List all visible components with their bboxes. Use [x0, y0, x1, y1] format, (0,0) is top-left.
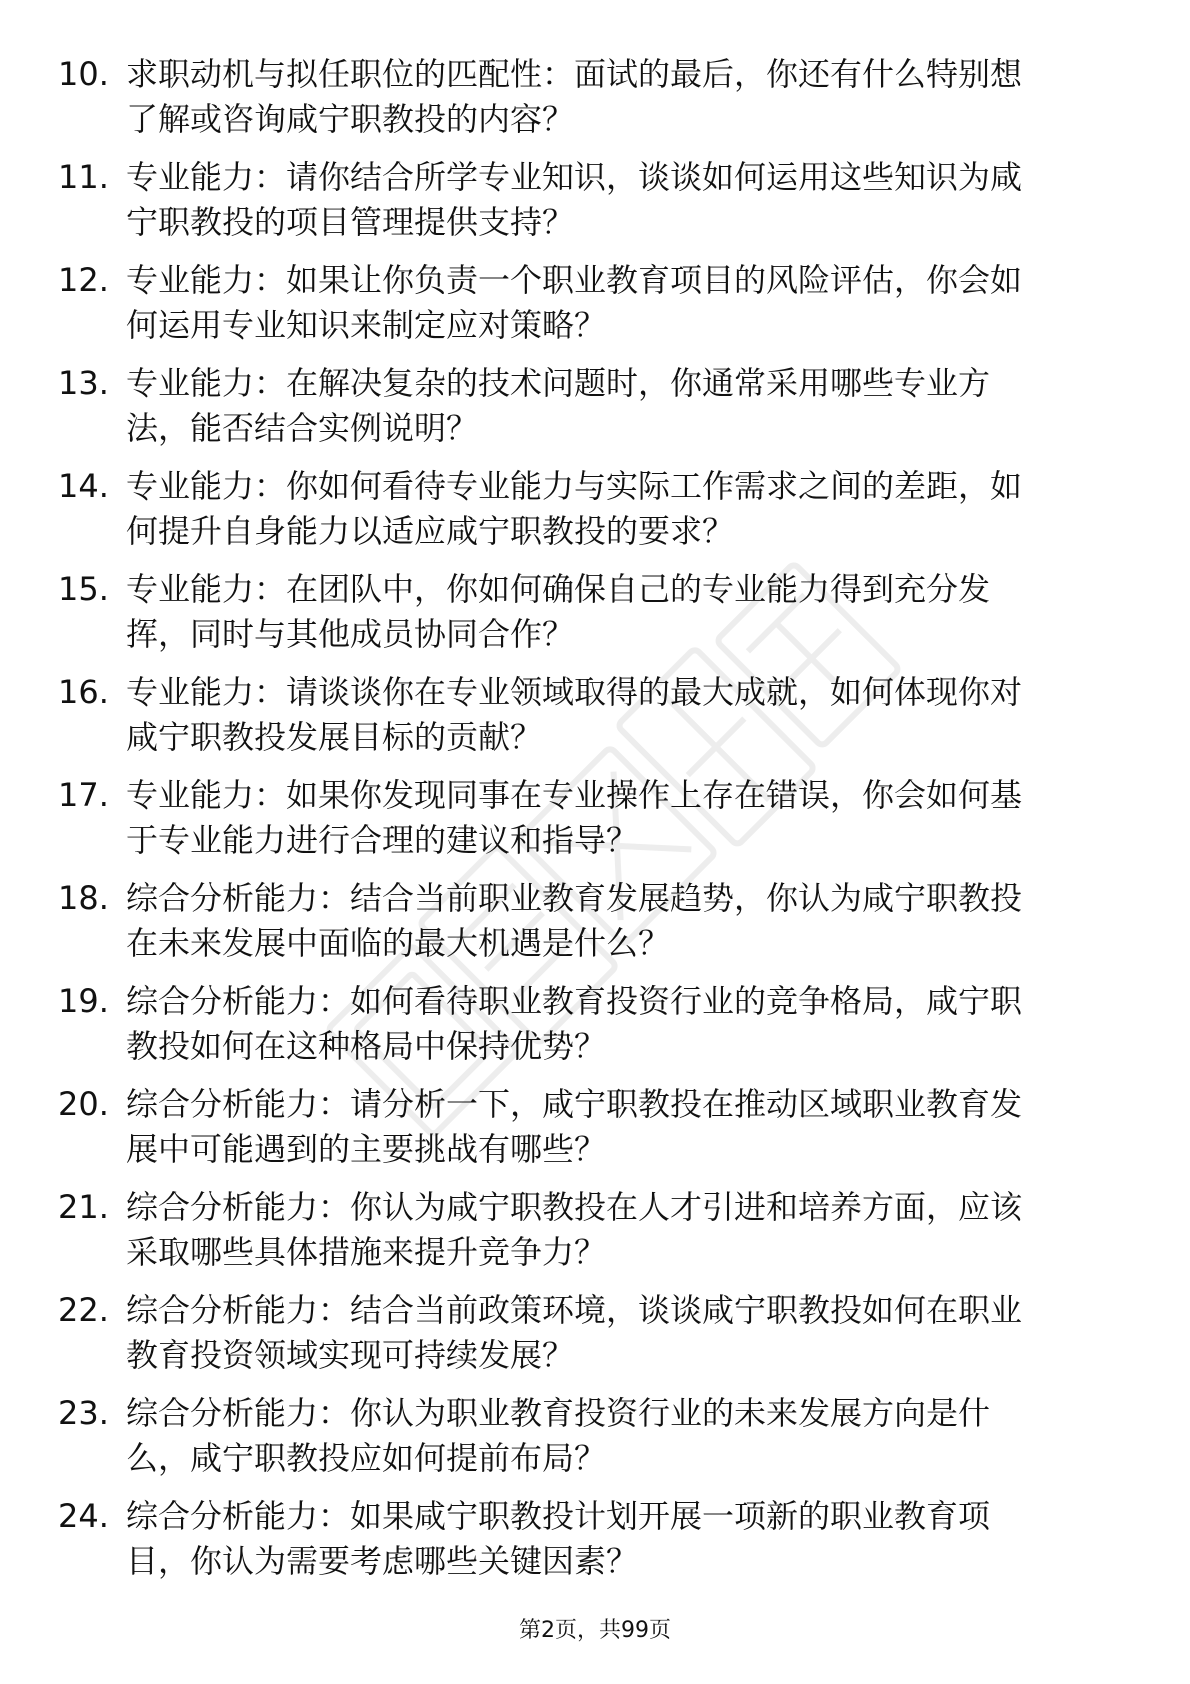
question-item	[0, 155, 1190, 258]
question-line: 么，咸宁职教投应如何提前布局？	[126, 1439, 607, 1477]
question-number: 10.	[58, 55, 109, 93]
question-line: 专业能力：在解决复杂的技术问题时，你通常采用哪些专业方	[126, 364, 991, 402]
question-number: 19.	[58, 982, 109, 1020]
question-text	[126, 1185, 1106, 1275]
question-line: 教投如何在这种格局中保持优势？	[126, 1027, 607, 1065]
question-item	[0, 773, 1190, 876]
question-text	[126, 258, 1106, 348]
question-line: 综合分析能力：结合当前政策环境，谈谈咸宁职教投如何在职业	[126, 1291, 1023, 1329]
question-text	[126, 52, 1106, 142]
question-number: 20.	[58, 1085, 109, 1123]
question-text	[126, 155, 1106, 245]
question-text	[126, 670, 1106, 760]
question-line: 宁职教投的项目管理提供支持？	[126, 203, 575, 241]
question-item	[0, 258, 1190, 361]
question-number: 13.	[58, 364, 109, 402]
question-text	[126, 361, 1106, 451]
question-text	[126, 773, 1106, 863]
question-line: 了解或咨询咸宁职教投的内容？	[126, 100, 575, 138]
question-line: 综合分析能力：如何看待职业教育投资行业的竞争格局，咸宁职	[126, 982, 1023, 1020]
question-item	[0, 52, 1190, 155]
question-list	[0, 52, 1190, 1597]
question-text	[126, 567, 1106, 657]
question-text	[126, 464, 1106, 554]
question-item	[0, 1288, 1190, 1391]
question-line: 专业能力：请你结合所学专业知识，谈谈如何运用这些知识为咸	[126, 158, 1023, 196]
question-number: 18.	[58, 879, 109, 917]
question-item	[0, 670, 1190, 773]
question-item	[0, 1391, 1190, 1494]
question-item	[0, 464, 1190, 567]
question-line: 专业能力：请谈谈你在专业领域取得的最大成就，如何体现你对	[126, 673, 1023, 711]
question-line: 采取哪些具体措施来提升竞争力？	[126, 1233, 607, 1271]
question-item	[0, 1082, 1190, 1185]
question-text	[126, 979, 1106, 1069]
question-line: 咸宁职教投发展目标的贡献？	[126, 718, 543, 756]
question-number: 24.	[58, 1497, 109, 1535]
question-number: 12.	[58, 261, 109, 299]
question-line: 于专业能力进行合理的建议和指导？	[126, 821, 639, 859]
question-line: 求职动机与拟任职位的匹配性：面试的最后，你还有什么特别想	[126, 55, 1023, 93]
page-footer: 第2页，共99页	[519, 1618, 671, 1643]
question-line: 专业能力：如果你发现同事在专业操作上存在错误，你会如何基	[126, 776, 1023, 814]
question-line: 何提升自身能力以适应咸宁职教投的要求？	[126, 512, 735, 550]
question-number: 21.	[58, 1188, 109, 1226]
question-text	[126, 1391, 1106, 1481]
question-line: 专业能力：你如何看待专业能力与实际工作需求之间的差距，如	[126, 467, 1023, 505]
question-line: 法，能否结合实例说明？	[126, 409, 479, 447]
question-number: 11.	[58, 158, 109, 196]
question-text	[126, 1082, 1106, 1172]
question-line: 综合分析能力：如果咸宁职教投计划开展一项新的职业教育项	[126, 1497, 991, 1535]
question-line: 综合分析能力：请分析一下，咸宁职教投在推动区域职业教育发	[126, 1085, 1023, 1123]
question-number: 14.	[58, 467, 109, 505]
question-line: 何运用专业知识来制定应对策略？	[126, 306, 607, 344]
question-line: 综合分析能力：你认为职业教育投资行业的未来发展方向是什	[126, 1394, 991, 1432]
question-item	[0, 567, 1190, 670]
question-item	[0, 1185, 1190, 1288]
question-line: 展中可能遇到的主要挑战有哪些？	[126, 1130, 607, 1168]
question-number: 22.	[58, 1291, 109, 1329]
question-item	[0, 1494, 1190, 1597]
question-text	[126, 876, 1106, 966]
question-line: 在未来发展中面临的最大机遇是什么？	[126, 924, 671, 962]
question-item	[0, 979, 1190, 1082]
question-number: 15.	[58, 570, 109, 608]
question-number: 17.	[58, 776, 109, 814]
question-text	[126, 1494, 1106, 1584]
question-item	[0, 361, 1190, 464]
question-line: 目，你认为需要考虑哪些关键因素？	[126, 1542, 639, 1580]
question-text	[126, 1288, 1106, 1378]
question-line: 专业能力：在团队中，你如何确保自己的专业能力得到充分发	[126, 570, 991, 608]
question-line: 专业能力：如果让你负责一个职业教育项目的风险评估，你会如	[126, 261, 1023, 299]
question-item	[0, 876, 1190, 979]
question-line: 教育投资领域实现可持续发展？	[126, 1336, 575, 1374]
question-line: 综合分析能力：结合当前职业教育发展趋势，你认为咸宁职教投	[126, 879, 1023, 917]
question-line: 挥，同时与其他成员协同合作？	[126, 615, 575, 653]
question-number: 16.	[58, 673, 109, 711]
question-line: 综合分析能力：你认为咸宁职教投在人才引进和培养方面，应该	[126, 1188, 1023, 1226]
question-number: 23.	[58, 1394, 109, 1432]
